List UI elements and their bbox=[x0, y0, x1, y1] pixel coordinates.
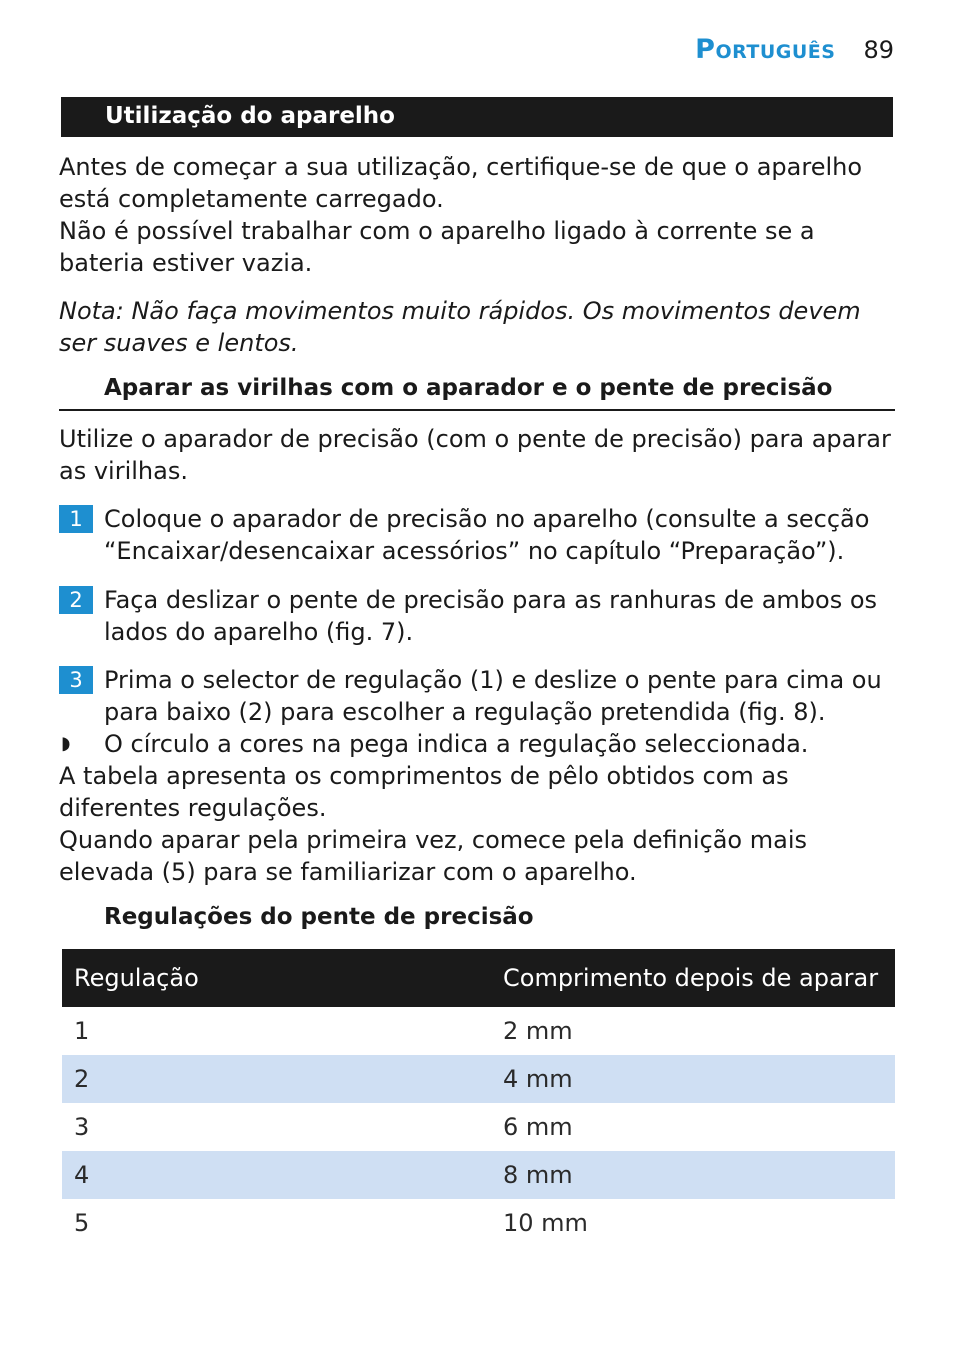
cell-length: 10 mm bbox=[503, 1209, 588, 1237]
step-text: Coloque o aparador de precisão no aparelho (consulte a secção “Encaixar/desencaixar acessórios” no capítulo “Preparação”). bbox=[104, 505, 870, 565]
intro-paragraph-1: Antes de começar a sua utilização, certifique-se de que o aparelho está completamente carregado. bbox=[59, 153, 863, 213]
step-number-badge: 1 bbox=[59, 505, 93, 533]
cell-length: 8 mm bbox=[491, 1151, 895, 1199]
table-title: Regulações do pente de precisão bbox=[104, 904, 534, 930]
cell-setting: 1 bbox=[74, 1017, 90, 1045]
table-row bbox=[62, 1199, 895, 1247]
cell-setting: 4 bbox=[62, 1151, 491, 1199]
note-text: Nota: Não faça movimentos muito rápidos. Os movimentos devem ser suaves e lentos. bbox=[59, 297, 861, 357]
subsection-rule bbox=[59, 409, 895, 411]
subsection-intro: Utilize o aparador de precisão (com o pente de precisão) para aparar as virilhas. bbox=[59, 425, 891, 485]
table-row bbox=[62, 1007, 895, 1055]
section-heading-bar bbox=[61, 97, 893, 137]
step-number-badge: 2 bbox=[59, 586, 93, 614]
bullet-icon: ◗ bbox=[61, 733, 71, 754]
table-row bbox=[62, 1103, 895, 1151]
bullet-text: O círculo a cores na pega indica a regulação seleccionada. bbox=[104, 730, 809, 758]
header-setting: Regulação bbox=[62, 949, 491, 1007]
page-number: 89 bbox=[863, 36, 894, 64]
step-number-badge: 3 bbox=[59, 666, 93, 694]
table-header-row bbox=[62, 949, 895, 1007]
step-text: Prima o selector de regulação (1) e deslize o pente para cima ou para baixo (2) para escolher a regulação pretendida (fig. 8). bbox=[104, 666, 882, 726]
cell-setting: 3 bbox=[74, 1113, 90, 1141]
cell-setting: 2 bbox=[62, 1055, 491, 1103]
after-paragraph-2: Quando aparar pela primeira vez, comece pela definição mais elevada (5) para se familiarizar com o aparelho. bbox=[59, 826, 807, 886]
step-text: Faça deslizar o pente de precisão para as ranhuras de ambos os lados do aparelho (fig. 7). bbox=[104, 586, 878, 646]
settings-table bbox=[62, 949, 895, 1247]
after-text bbox=[59, 760, 895, 888]
table-row bbox=[62, 1151, 895, 1199]
section-title: Utilização do aparelho bbox=[105, 103, 395, 129]
intro-text bbox=[59, 151, 895, 279]
cell-length: 2 mm bbox=[503, 1017, 573, 1045]
subsection-title: Aparar as virilhas com o aparador e o pente de precisão bbox=[104, 375, 833, 401]
language-label: Português bbox=[695, 34, 836, 65]
after-paragraph-1: A tabela apresenta os comprimentos de pêlo obtidos com as diferentes regulações. bbox=[59, 762, 789, 822]
table-row bbox=[62, 1055, 895, 1103]
page-header bbox=[695, 34, 894, 65]
cell-length: 4 mm bbox=[491, 1055, 895, 1103]
cell-setting: 5 bbox=[74, 1209, 90, 1237]
header-length: Comprimento depois de aparar bbox=[491, 949, 895, 1007]
cell-length: 6 mm bbox=[503, 1113, 573, 1141]
intro-paragraph-2: Não é possível trabalhar com o aparelho ligado à corrente se a bateria estiver vazia. bbox=[59, 217, 815, 277]
